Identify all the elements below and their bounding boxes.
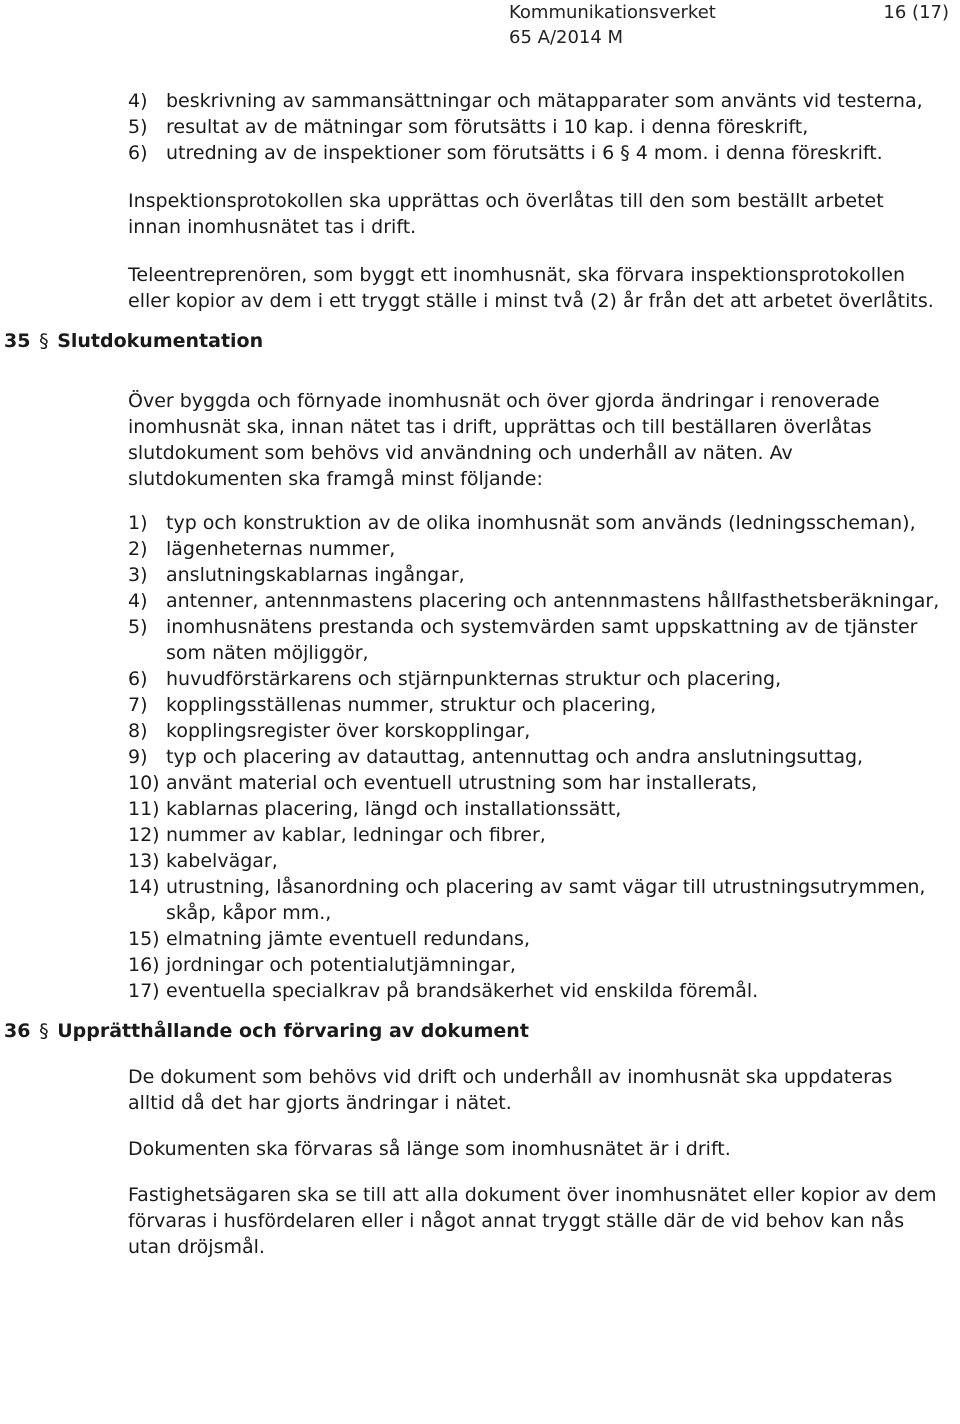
paragraph-inspection-protocols: Inspektionsprotokollen ska upprättas och överlåtas till den som beställt arbetet innan inomhusnätet tas i drift. [128, 190, 884, 238]
list-item [128, 874, 940, 926]
list-item-number: 8) [128, 720, 148, 742]
list-item-number: 11) [128, 798, 160, 820]
list-item-text: nummer av kablar, ledningar och fibrer, [166, 824, 546, 846]
list-item-text: elmatning jämte eventuell redundans, [166, 928, 530, 950]
list-item-number: 10) [128, 772, 160, 794]
final-documentation-list [128, 510, 940, 1004]
list-item [128, 822, 940, 848]
intro-list-block [128, 88, 940, 166]
paragraph-contractor-storage: Teleentreprenören, som byggt ett inomhusnät, ska förvara inspektionsprotokollen eller kopior av dem i ett tryggt ställe i minst två (2) år från det att arbetet överlåtits. [128, 264, 934, 312]
header-reference: 65 A/2014 M [509, 27, 624, 48]
list-item-text: inomhusnätens prestanda och systemvärden samt uppskattning av de tjänster som näten möjliggör, [166, 616, 918, 664]
list-item-number: 4) [128, 590, 148, 612]
list-item [128, 536, 940, 562]
list-item-text: utredning av de inspektioner som förutsätts i 6 § 4 mom. i denna föreskrift. [166, 142, 883, 164]
list-item-text: antenner, antennmastens placering och antennmastens hållfasthetsberäkningar, [166, 590, 940, 612]
list-item-text: kopplingsställenas nummer, struktur och placering, [166, 694, 657, 716]
header-org: Kommunikationsverket [509, 2, 716, 23]
list-item [128, 796, 940, 822]
list-item-text: kablarnas placering, längd och installationssätt, [166, 798, 622, 820]
paragraph-storage-duration: Dokumenten ska förvaras så länge som inomhusnätet är i drift. [128, 1138, 731, 1160]
section-symbol: § [39, 330, 49, 352]
list-item-text: kabelvägar, [166, 850, 278, 872]
final-documentation-list-block [128, 510, 940, 1004]
list-item-text: beskrivning av sammansättningar och mätapparater som använts vid testerna, [166, 90, 923, 112]
section-number: 36 [4, 1020, 31, 1042]
list-item [128, 848, 940, 874]
list-item-number: 6) [128, 668, 148, 690]
list-item [128, 510, 940, 536]
list-item-text: kopplingsregister över korskopplingar, [166, 720, 531, 742]
list-item-number: 5) [128, 616, 148, 638]
list-item-number: 17) [128, 980, 160, 1002]
list-item-number: 5) [128, 116, 148, 138]
list-item [128, 140, 940, 166]
list-item-text: använt material och eventuell utrustning som har installerats, [166, 772, 758, 794]
list-item-number: 15) [128, 928, 160, 950]
section-title: Upprätthållande och förvaring av dokument [57, 1020, 529, 1042]
list-item [128, 692, 940, 718]
list-item-number: 14) [128, 876, 160, 898]
list-item-text: huvudförstärkarens och stjärnpunkternas struktur och placering, [166, 668, 782, 690]
section-symbol: § [39, 1020, 49, 1042]
list-item-text: typ och konstruktion av de olika inomhusnät som används (ledningsscheman), [166, 512, 916, 534]
list-item [128, 88, 940, 114]
list-item [128, 952, 940, 978]
section-number: 35 [4, 330, 31, 352]
list-item-number: 12) [128, 824, 160, 846]
list-item [128, 744, 940, 770]
list-item [128, 926, 940, 952]
header-page-number: 16 (17) [883, 2, 949, 23]
list-item-text: jordningar och potentialutjämningar, [166, 954, 516, 976]
intro-list [128, 88, 940, 166]
list-item [128, 718, 940, 744]
list-item [128, 562, 940, 588]
list-item [128, 614, 940, 666]
list-item-text: lägenheternas nummer, [166, 538, 396, 560]
section-title: Slutdokumentation [57, 330, 264, 352]
document-body [0, 88, 960, 1260]
list-item [128, 978, 940, 1004]
list-item-number: 9) [128, 746, 148, 768]
list-item-text: utrustning, låsanordning och placering av samt vägar till utrustningsutrymmen, skåp, kåpor mm., [166, 876, 926, 924]
paragraph-final-documentation: Över byggda och förnyade inomhusnät och över gjorda ändringar i renoverade inomhusnät ska, innan nätet tas i drift, upprättas och till beställaren överlåtas slutdokument som behövs vid användning och underhåll av näten. Av slutdokumenten ska framgå minst följande: [128, 390, 880, 490]
list-item-number: 1) [128, 512, 148, 534]
section-35-heading [4, 328, 960, 354]
list-item-number: 13) [128, 850, 160, 872]
section-36-heading [4, 1018, 960, 1044]
list-item-number: 3) [128, 564, 148, 586]
list-item-text: anslutningskablarnas ingångar, [166, 564, 465, 586]
list-item [128, 770, 940, 796]
list-item [128, 114, 940, 140]
list-item-text: eventuella specialkrav på brandsäkerhet vid enskilda föremål. [166, 980, 759, 1002]
list-item [128, 666, 940, 692]
list-item-text: typ och placering av datauttag, antennuttag och andra anslutningsuttag, [166, 746, 864, 768]
paragraph-property-owner: Fastighetsägaren ska se till att alla dokument över inomhusnätet eller kopior av dem förvaras i husfördelaren eller i något annat tryggt ställe där de vid behov kan nås utan dröjsmål. [128, 1184, 937, 1258]
list-item-number: 2) [128, 538, 148, 560]
paragraph-update-documents: De dokument som behövs vid drift och underhåll av inomhusnät ska uppdateras alltid då det har gjorts ändringar i nätet. [128, 1066, 893, 1114]
list-item-number: 7) [128, 694, 148, 716]
list-item-text: resultat av de mätningar som förutsätts i 10 kap. i denna föreskrift, [166, 116, 809, 138]
list-item [128, 588, 940, 614]
list-item-number: 6) [128, 142, 148, 164]
page-header [509, 0, 949, 50]
list-item-number: 16) [128, 954, 160, 976]
list-item-number: 4) [128, 90, 148, 112]
